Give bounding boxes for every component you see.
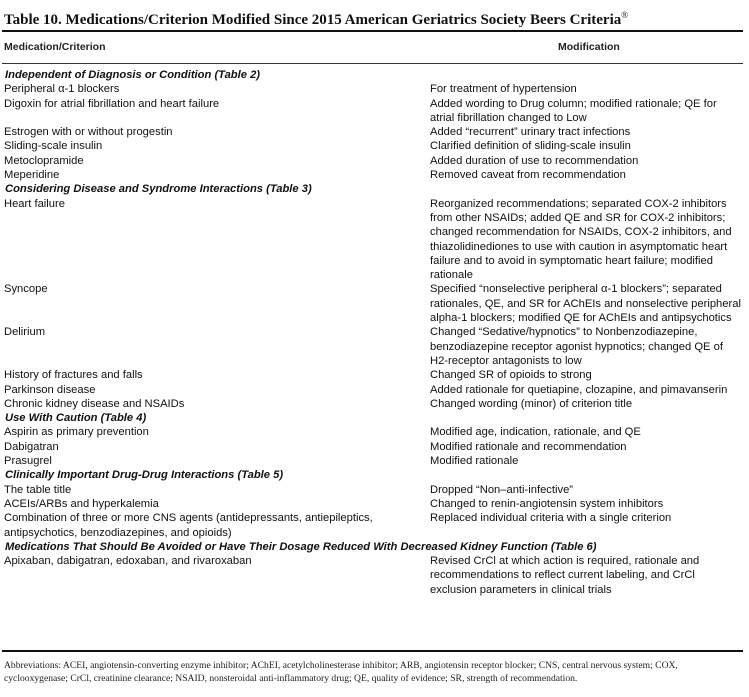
table-row: [4, 168, 744, 182]
medication-cell: Aspirin as primary prevention: [4, 426, 149, 439]
medication-cell: Meperidine: [4, 169, 60, 182]
bottom-rule: [2, 650, 743, 652]
section-heading: Clinically Important Drug-Drug Interactions (Table 5): [5, 469, 284, 482]
medication-cell: Dabigatran: [4, 440, 59, 453]
medication-cell: Estrogen with or without progestin: [4, 126, 173, 139]
modification-cell: Removed caveat from recommendation: [430, 169, 626, 182]
modification-cell: Specified “nonselective peripheral α-1 blockers”; separated rationales, QE, and SR for AChEIs and nonselective peripheral alpha-1 blockers; modified QE for AChEIs and antipsychotics: [430, 283, 741, 325]
table-row: [4, 125, 744, 139]
table-row: [4, 368, 744, 382]
medication-cell: Sliding-scale insulin: [4, 140, 103, 153]
table-row: [4, 483, 744, 497]
column-header-medication: Medication/Criterion: [4, 41, 106, 53]
modification-cell: Added wording to Drug column; modified rationale; QE for atrial fibrillation changed to Low: [430, 97, 717, 124]
medication-cell: Chronic kidney disease and NSAIDs: [4, 397, 185, 410]
modification-cell: Modified age, indication, rationale, and QE: [430, 426, 641, 439]
modification-cell: Added duration of use to recommendation: [430, 154, 639, 167]
table-row: [4, 383, 744, 397]
table-row: [4, 440, 744, 454]
modification-cell: Added rationale for quetiapine, clozapine, and pimavanserin: [430, 383, 728, 396]
medication-cell: Heart failure: [4, 197, 65, 210]
table-row: [4, 154, 744, 168]
table-row: [4, 282, 744, 325]
modification-cell: Replaced individual criteria with a single criterion: [430, 512, 672, 525]
modification-cell: Changed SR of opioids to strong: [430, 369, 592, 382]
modification-cell: For treatment of hypertension: [430, 83, 577, 96]
table-row: [4, 397, 744, 411]
table-body: [4, 68, 744, 597]
medication-cell: ACEIs/ARBs and hyperkalemia: [4, 497, 159, 510]
column-header-modification: Modification: [558, 41, 620, 53]
modification-cell: Added “recurrent” urinary tract infections: [430, 126, 631, 139]
table-row: [4, 554, 744, 597]
table-row: [4, 139, 744, 153]
medication-cell: Parkinson disease: [4, 383, 96, 396]
medication-cell: Apixaban, dabigatran, edoxaban, and rivaroxaban: [4, 555, 252, 568]
table-title-text: Table 10. Medications/Criterion Modified Since 2015 American Geriatrics Society Beers Criteria: [4, 12, 622, 28]
header-rule: [2, 63, 743, 64]
medication-cell: Delirium: [4, 326, 46, 339]
modification-cell: Changed to renin-angiotensin system inhibitors: [430, 497, 664, 510]
table-row: [4, 511, 744, 540]
modification-cell: Clarified definition of sliding-scale insulin: [430, 140, 631, 153]
medication-cell: History of fractures and falls: [4, 369, 143, 382]
section-heading: Use With Caution (Table 4): [5, 412, 147, 425]
section-heading: Independent of Diagnosis or Condition (Table 2): [5, 69, 261, 81]
modification-cell: Dropped “Non–anti-infective”: [430, 483, 574, 496]
medication-cell: Metoclopramide: [4, 154, 84, 167]
section-heading: Considering Disease and Syndrome Interactions (Table 3): [5, 183, 312, 196]
modification-cell: Changed “Sedative/hypnotics” to Nonbenzodiazepine, benzodiazepine receptor agonist hypnotics; changed QE of H2-receptor antagonists to low: [430, 326, 723, 367]
table-row: [4, 82, 744, 96]
medication-cell: Digoxin for atrial fibrillation and heart failure: [4, 97, 220, 110]
medication-cell: The table title: [4, 483, 72, 496]
modification-cell: Revised CrCl at which action is required, rationale and recommendations to reflect current labeling, and CrCl exclusion parameters in clinical trials: [430, 555, 700, 596]
table-row: [4, 454, 744, 468]
medication-cell: Syncope: [4, 283, 48, 296]
table-row: [4, 97, 744, 126]
section-heading: Medications That Should Be Avoided or Have Their Dosage Reduced With Decreased Kidney Function (Table 6): [5, 540, 597, 553]
table-row: [4, 197, 744, 283]
table-title: [4, 5, 742, 30]
table-row: [4, 425, 744, 439]
modification-cell: Modified rationale: [430, 455, 519, 468]
medication-cell: Combination of three or more CNS agents (antidepressants, antiepileptics, antipsychotics, benzodiazepines, and opioids): [4, 512, 373, 539]
medication-cell: Prasugrel: [4, 455, 52, 468]
table-row: [4, 325, 744, 368]
modification-cell: Modified rationale and recommendation: [430, 440, 627, 453]
registered-mark: ®: [621, 10, 629, 20]
table-footnote: Abbreviations: ACEI, angiotensin-converting enzyme inhibitor; AChEI, acetylcholinesterase inhibitor; ARB, angiotensin receptor blocker; CNS, central nervous system; COX, cyclooxygenase; CrCl, creatinine clearance; NSAID, nonsteroidal anti-inflammatory drug; QE, quality of evidence; SR, strength of recommendation.: [4, 660, 678, 684]
top-rule: [2, 30, 743, 32]
modification-cell: Changed wording (minor) of criterion title: [430, 397, 633, 410]
table-row: [4, 497, 744, 511]
modification-cell: Reorganized recommendations; separated COX-2 inhibitors from other NSAIDs; added QE and SR for COX-2 inhibitors; changed recommendation for NSAIDs, COX-2 inhibitors, and thiazolidinediones to use with caution in asymptomatic heart failure and to avoid in symptomatic heart failure; modified rationale: [430, 197, 732, 282]
medication-cell: Peripheral α-1 blockers: [4, 83, 120, 96]
